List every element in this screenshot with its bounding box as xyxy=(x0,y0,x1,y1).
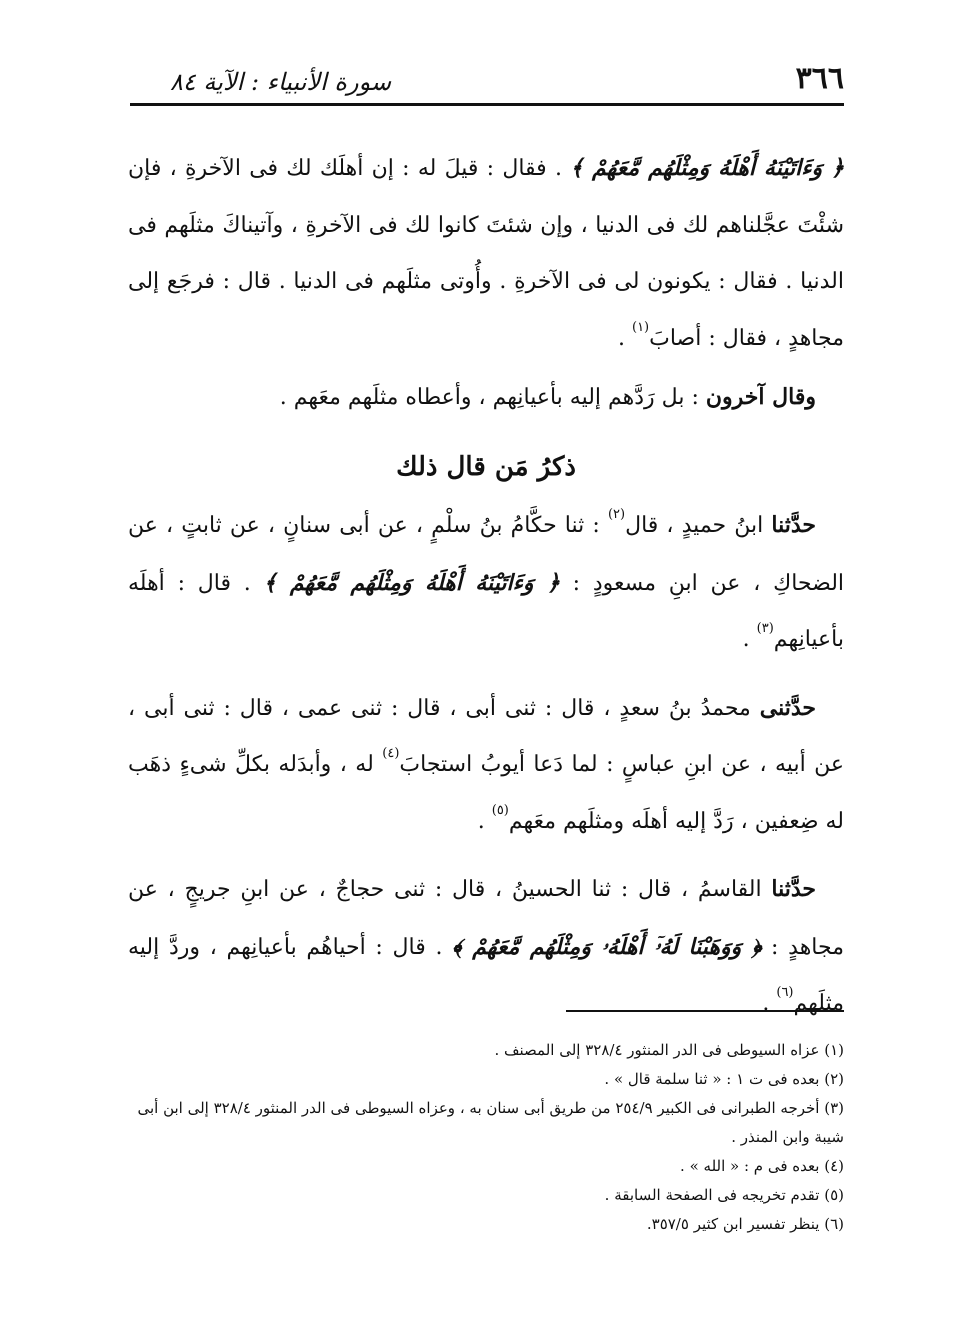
footnote-6: (٦) ينظر تفسير ابن كثير ٣٥٧/٥. xyxy=(646,1215,844,1233)
quran-verse: ﴿ وَءَاتَيْنَهُ أَهْلَهُ وَمِثْلَهُم مَّعَهُمْ ﴾ xyxy=(570,155,844,181)
footnote-ref: (٣) xyxy=(756,621,774,636)
paragraph-end: . xyxy=(762,991,777,1016)
footnote-1: (١) عزاه السيوطى فى الدر المنثور ٣٢٨/٤ إلى المصنف . xyxy=(494,1041,844,1059)
paragraph-3 xyxy=(128,497,844,669)
paragraph-end: . xyxy=(477,808,492,834)
paragraph-text: : بل رَدَّهم إليه بأعيانِهم ، وأعطاه مثلَهم معَهم . xyxy=(279,385,706,410)
footnote-ref: (١) xyxy=(631,319,650,335)
main-text xyxy=(128,140,844,1033)
footnote-rule xyxy=(566,1010,844,1012)
footnote-2: (٢) بعده فى ت ١ : « ثنا سلمة قال » . xyxy=(604,1070,844,1088)
running-title: سورة الأنبياء : الآية ٨٤ xyxy=(170,68,392,96)
paragraph-text: . فقال : قيلَ له : إن أهلَك لك فى الآخرةِ ، فإن شئْتَ عجَّلناهم لك فى الدنيا ، وإن شئتَ كانوا لك فى الآخرةِ ، وآتيناكَ مثلَهم فى الدنيا . فقال : يكونون لى فى الآخرةِ . وأُوتى مثلَهم فى الدنيا . قال : فرجَع إلى مجاهدٍ ، فقال : أصابَ xyxy=(128,156,844,351)
footnote-ref: (٦) xyxy=(776,985,794,1000)
paragraph-text: ابنُ حميدٍ ، قال xyxy=(625,513,772,538)
paragraph-lead: وقال آخرون xyxy=(705,384,816,410)
section-heading: ذكرُ مَن قال ذلك xyxy=(396,451,576,482)
paragraph-2 xyxy=(128,369,844,427)
footnote-ref: (٢) xyxy=(607,507,626,522)
paragraph-1 xyxy=(128,140,844,367)
page-number: ٣٦٦ xyxy=(795,61,844,96)
paragraph-lead: حدَّثنى xyxy=(759,694,816,721)
paragraph-text: القاسمُ ، قال : ثنا الحسينُ ، قال : ثنى حجاجٌ ، عن ابنِ جريجٍ ، عن مجاهدٍ : xyxy=(128,877,844,960)
paragraph-5 xyxy=(128,861,844,1033)
footnote-ref: (٥) xyxy=(491,802,509,818)
footnote-5: (٥) تقدم تخريجه فى الصفحة السابقة . xyxy=(604,1186,844,1204)
paragraph-text: . قال : أحياهُم بأعيانِهم ، وردَّ إليه مثلَهم xyxy=(128,934,844,1016)
paragraph-text: . قال : أهلَه بأعيانِهم xyxy=(128,570,844,652)
quran-verse: ﴿ وَوَهَبْنَا لَهُۥٓ أَهْلَهُۥ وَمِثْلَهُم مَّعَهُمْ ﴾ xyxy=(452,933,762,960)
header-rule xyxy=(130,103,844,106)
paragraph-lead: حدَّثنا xyxy=(771,876,816,902)
paragraph-text: : ثنا حكَّامُ بنُ سلْمٍ ، عن أبى سنانٍ ، عن ثابتٍ ، عن الضحاكِ ، عن ابنِ مسعودٍ : xyxy=(128,513,845,596)
quran-verse: ﴿ وَءَاتَيْنَهُ أَهْلَهُ وَمِثْلَهُم مَّعَهُمْ ﴾ xyxy=(263,569,560,596)
footnote-3: (٣) أخرجه الطبرانى فى الكبير ٢٥٤/٩ من طريق أبى سنان به ، وعزاه السيوطى فى الدر المنثور ٣٢٨/٤ إلى ابن أبى شيبة وابن المنذر . xyxy=(137,1099,844,1146)
paragraph-end: . xyxy=(742,627,757,652)
paragraph-4 xyxy=(128,680,844,851)
footnotes xyxy=(126,1036,844,1239)
paragraph-text: محمدُ بنُ سعدٍ ، قال : ثنى أبى ، قال : ثنى عمى ، قال : ثنى أبى ، عن أبيه ، عن ابنِ عباسٍ : لما دَعا أيوبُ استجابَ xyxy=(128,695,845,777)
page-header xyxy=(130,52,844,96)
paragraph-lead: حدَّثنا xyxy=(771,512,817,538)
paragraph-text: له ، وأبدَله بكلِّ شىءٍ ذهَب له ضِعفين ، رَدَّ إليه أهلَه ومثلَهم معَهم xyxy=(128,752,844,834)
footnote-4: (٤) بعده فى م : « الله » . xyxy=(680,1157,844,1175)
footnote-ref: (٤) xyxy=(382,746,400,761)
paragraph-end: . xyxy=(617,325,632,351)
